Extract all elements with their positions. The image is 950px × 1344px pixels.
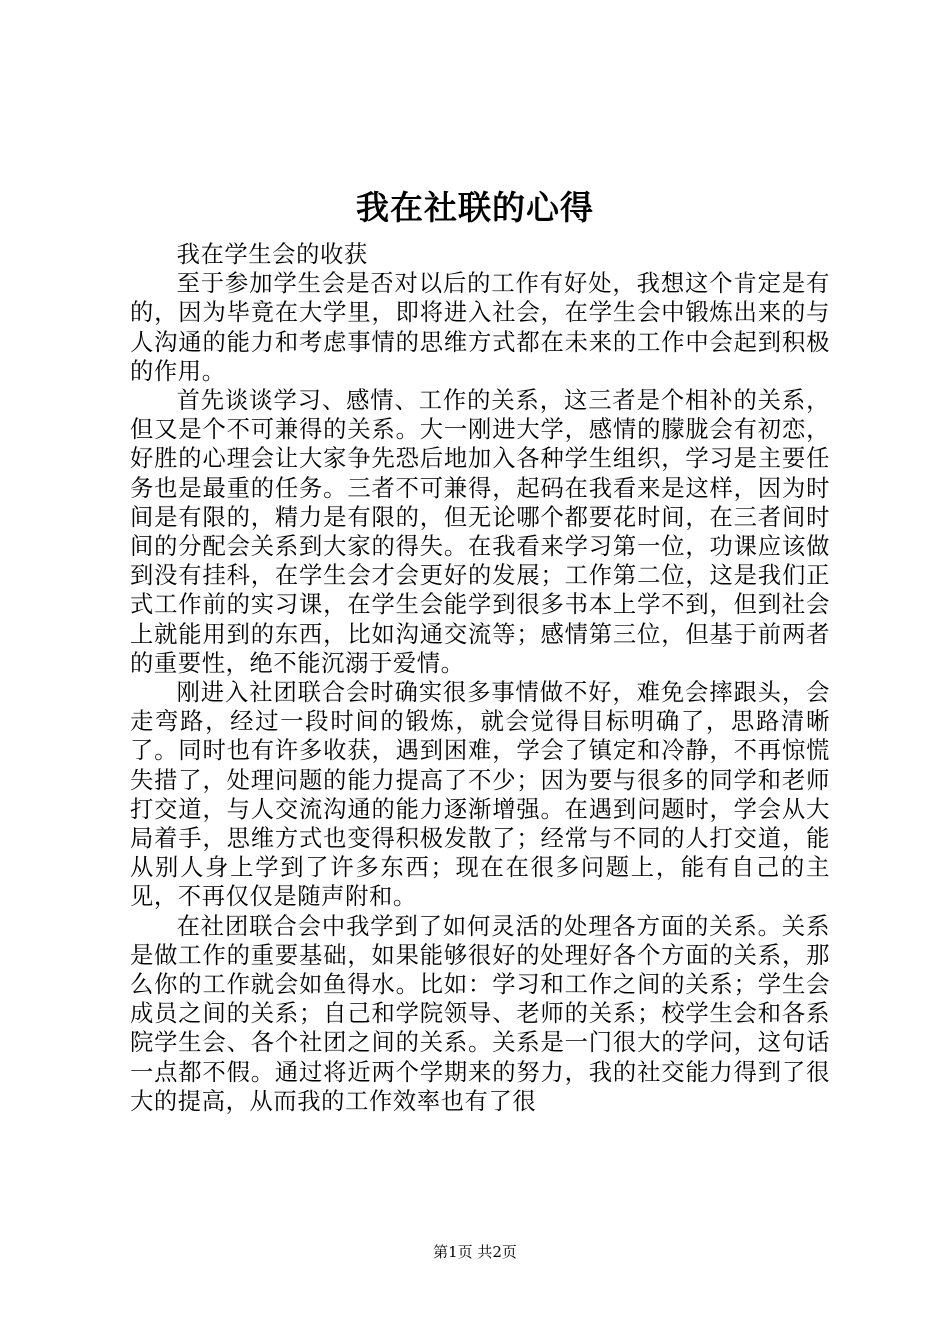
paragraph: 首先谈谈学习、感情、工作的关系，这三者是个相补的关系，但又是个不可兼得的关系。大一刚进大学，感情的朦胧会有初恋，好胜的心理会让大家争先恐后地加入各种学生组织，学习是主要任务也是最重的任务。三者不可兼得，起码在我看来是这样，因为时间是有限的，精力是有限的，但无论哪个都要花时间，在三者间时间的分配会关系到大家的得失。在我看来学习第一位，功课应该做到没有挂科，在学生会才会更好的发展；工作第二位，这是我们正式工作前的实习课，在学生会能学到很多书本上学不到，但到社会上就能用到的东西，比如沟通交流等；感情第三位，但基于前两者的重要性，绝不能沉溺于爱情。 bbox=[130, 387, 830, 677]
document-body bbox=[130, 240, 830, 1116]
paragraph: 在社团联合会中我学到了如何灵活的处理各方面的关系。关系是做工作的重要基础，如果能够很好的处理好各个方面的关系，那么你的工作就会如鱼得水。比如：学习和工作之间的关系；学生会成员之间的关系；自己和学院领导、老师的关系；校学生会和各系院学生会、各个社团之间的关系。关系是一门很大的学问，这句话一点都不假。通过将近两个学期来的努力，我的社交能力得到了很大的提高，从而我的工作效率也有了很 bbox=[130, 912, 830, 1115]
paragraph: 刚进入社团联合会时确实很多事情做不好，难免会摔跟头，会走弯路，经过一段时间的锻炼，就会觉得目标明确了，思路清晰了。同时也有许多收获，遇到困难，学会了镇定和冷静，不再惊慌失措了，处理问题的能力提高了不少；因为要与很多的同学和老师打交道，与人交流沟通的能力逐渐增强。在遇到问题时，学会从大局着手，思维方式也变得积极发散了；经常与不同的人打交道，能从别人身上学到了许多东西；现在在很多问题上，能有自己的主见，不再仅仅是随声附和。 bbox=[130, 679, 830, 911]
paragraph-subtitle: 我在学生会的收获 bbox=[176, 241, 368, 268]
document-title: 我在社联的心得 bbox=[356, 188, 594, 227]
page-number-footer: 第1页 共2页 bbox=[433, 1243, 517, 1261]
paragraph: 至于参加学生会是否对以后的工作有好处，我想这个肯定是有的，因为毕竟在大学里，即将进入社会，在学生会中锻炼出来的与人沟通的能力和考虑事情的思维方式都在未来的工作中会起到积极的作用。 bbox=[130, 270, 830, 385]
